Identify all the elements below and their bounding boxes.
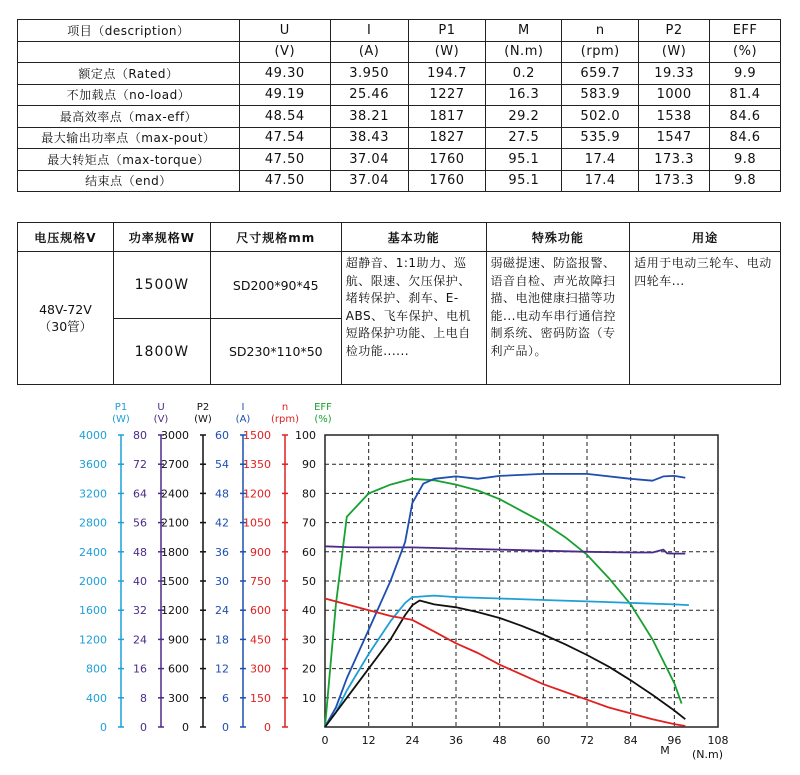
header-cell: 项目（description）: [18, 20, 240, 42]
header-cell: M: [486, 20, 562, 42]
axis-eff-unit: (%): [314, 414, 332, 425]
table-cell: 37.04: [330, 170, 408, 192]
axis-eff-tick-label: 90: [302, 458, 316, 472]
size-cell: SD230*110*50: [210, 319, 341, 385]
axis-p2-tick-label: 600: [168, 662, 189, 676]
axis-u-tick-label: 80: [133, 429, 147, 442]
axis-p1-tick-label: 4000: [79, 429, 107, 442]
axis-p1-tick-label: 2400: [79, 545, 107, 559]
table-cell: 84.6: [710, 106, 781, 128]
table-cell: 19.33: [639, 63, 710, 85]
table-cell: 27.5: [486, 127, 562, 149]
axis-p2-tick-label: 900: [168, 633, 189, 647]
table-cell: 1547: [639, 127, 710, 149]
table-cell: 535.9: [562, 127, 639, 149]
header-cell: I: [330, 20, 408, 42]
x-axis-unit: (N.m): [692, 748, 724, 761]
axis-u-tick-label: 48: [133, 545, 147, 559]
table-cell: 9.8: [710, 149, 781, 171]
axis-p2-title: P2: [196, 402, 210, 413]
x-tick-label: 24: [405, 734, 420, 747]
special-functions-text: 弱磁提速、防盗报警、语音自检、声光故障扫描、电池健康扫描等功能...电动车串行通信控制系统、密码防盗（专利产品）。: [486, 252, 630, 385]
series-n-line: [325, 599, 685, 727]
unit-cell: (A): [330, 41, 408, 63]
table-row: [18, 149, 781, 171]
table-cell: 38.21: [330, 106, 408, 128]
x-tick-label: 12: [361, 734, 376, 747]
spec-header-row: [18, 223, 781, 252]
table-cell: 47.54: [239, 127, 330, 149]
axis-p1-tick-label: 2800: [79, 516, 107, 530]
axis-p2-tick-label: 0: [182, 721, 189, 734]
axis-u-tick-label: 24: [133, 633, 147, 647]
axis-i-tick-label: 42: [215, 516, 229, 530]
axis-n-title: n: [281, 402, 289, 413]
empty-cell: [18, 41, 240, 63]
table-cell: 17.4: [562, 170, 639, 192]
axis-n-tick-label: 1200: [243, 487, 271, 501]
table-cell: 194.7: [408, 63, 486, 85]
table-units-row: [18, 41, 781, 63]
series-i-line: [325, 474, 685, 727]
axis-i-unit: (A): [235, 414, 251, 425]
table-cell: 1227: [408, 84, 486, 106]
table-cell: 81.4: [710, 84, 781, 106]
table-cell: 25.46: [330, 84, 408, 106]
header-special-functions: 特殊功能: [486, 223, 630, 252]
axis-eff-tick-label: 10: [302, 691, 316, 705]
table-cell: 583.9: [562, 84, 639, 106]
header-cell: EFF: [710, 20, 781, 42]
axis-p1-tick-label: 3200: [79, 487, 107, 501]
header-usage: 用途: [630, 223, 781, 252]
spec-row: [18, 252, 781, 319]
axis-eff-tick-label: 70: [302, 516, 316, 530]
axis-u-tick-label: 56: [133, 516, 147, 530]
row-label: 不加载点（no-load）: [18, 84, 240, 106]
axis-n-tick-label: 750: [250, 575, 271, 588]
performance-table: [17, 19, 781, 192]
header-power: 功率规格W: [113, 223, 210, 252]
table-cell: 3.950: [330, 63, 408, 85]
table-cell: 17.4: [562, 149, 639, 171]
unit-cell: (W): [408, 41, 486, 63]
axis-i-tick-label: 6: [222, 691, 229, 705]
spec-table: [17, 222, 781, 385]
voltage-cell: [18, 252, 114, 385]
axis-i-tick-label: 18: [215, 633, 229, 647]
axis-n-tick-label: 300: [250, 662, 271, 676]
header-voltage: 电压规格V: [18, 223, 114, 252]
table-row: [18, 84, 781, 106]
row-label: 最高效率点（max-eff）: [18, 106, 240, 128]
table-row: [18, 127, 781, 149]
axis-u-tick-label: 0: [140, 721, 147, 734]
table-cell: 9.8: [710, 170, 781, 192]
table-cell: 95.1: [486, 170, 562, 192]
axis-n-unit: (rpm): [270, 414, 300, 425]
axis-p2-tick-label: 300: [168, 691, 189, 705]
header-cell: P2: [639, 20, 710, 42]
table-cell: 84.6: [710, 127, 781, 149]
axis-eff-tick-label: 30: [302, 633, 316, 647]
table-cell: 1000: [639, 84, 710, 106]
unit-cell: (rpm): [562, 41, 639, 63]
axis-n-tick-label: 450: [250, 633, 271, 647]
series-p2-line: [325, 601, 685, 728]
table-cell: 48.54: [239, 106, 330, 128]
axis-p2-tick-label: 1200: [161, 604, 189, 618]
unit-cell: (%): [710, 41, 781, 63]
axis-p2-tick-label: 1500: [161, 575, 189, 588]
table-cell: 173.3: [639, 170, 710, 192]
axis-p1-tick-label: 3600: [79, 458, 107, 472]
x-tick-label: 108: [707, 734, 729, 747]
axis-i-tick-label: 30: [215, 575, 229, 588]
axis-u-tick-label: 72: [133, 458, 147, 472]
table-cell: 47.50: [239, 149, 330, 171]
performance-chart: [0, 395, 800, 775]
x-tick-label: 96: [667, 734, 682, 747]
axis-p2-tick-label: 3000: [161, 429, 189, 442]
header-cell: P1: [408, 20, 486, 42]
axis-eff-tick-label: 60: [302, 545, 316, 559]
x-tick-label: 72: [580, 734, 594, 747]
unit-cell: (W): [639, 41, 710, 63]
series-u-line: [325, 546, 685, 553]
x-tick-label: 0: [321, 734, 329, 747]
table-header-row: [18, 20, 781, 42]
axis-p1-tick-label: 1200: [79, 633, 107, 647]
power-cell: 1500W: [113, 252, 210, 319]
axis-p1-title: P1: [114, 402, 128, 413]
axis-i-tick-label: 12: [215, 662, 229, 676]
x-axis-label: M: [660, 744, 670, 757]
voltage-note: （30管）: [38, 318, 93, 334]
axis-eff-tick-label: 20: [302, 662, 316, 676]
axis-p2-unit: (W): [194, 414, 212, 425]
unit-cell: (N.m): [486, 41, 562, 63]
table-row: [18, 63, 781, 85]
table-cell: 1760: [408, 170, 486, 192]
row-label: 最大转矩点（max-torque）: [18, 149, 240, 171]
table-row: [18, 170, 781, 192]
x-tick-label: 60: [536, 734, 551, 747]
table-cell: 29.2: [486, 106, 562, 128]
basic-functions-text: 超静音、1:1助力、巡航、限速、欠压保护、堵转保护、刹车、E-ABS、飞车保护、电机短路保护功能、上电自检功能......: [341, 252, 486, 385]
axis-p1-unit: (W): [112, 414, 130, 425]
axis-i-tick-label: 36: [215, 545, 229, 559]
axis-p2-tick-label: 2700: [161, 458, 189, 472]
axis-p2-tick-label: 2400: [161, 487, 189, 501]
usage-text: 适用于电动三轮车、电动四轮车...: [630, 252, 781, 385]
axis-i-tick-label: 54: [215, 458, 229, 472]
table-cell: 1538: [639, 106, 710, 128]
axis-u-tick-label: 64: [133, 487, 147, 501]
axis-n-tick-label: 900: [250, 545, 271, 559]
size-cell: SD200*90*45: [210, 252, 341, 319]
axis-u-tick-label: 40: [133, 575, 147, 588]
axis-p1-tick-label: 800: [86, 662, 107, 676]
axis-p1-tick-label: 400: [86, 691, 107, 705]
unit-cell: (V): [239, 41, 330, 63]
axis-p1-tick-label: 2000: [79, 575, 107, 588]
x-tick-label: 48: [492, 734, 507, 747]
axis-u-tick-label: 8: [140, 691, 147, 705]
axis-i-tick-label: 60: [215, 429, 229, 442]
row-label: 最大输出功率点（max-pout）: [18, 127, 240, 149]
axis-p2-tick-label: 1800: [161, 545, 189, 559]
table-cell: 9.9: [710, 63, 781, 85]
axis-u-title: U: [157, 402, 165, 413]
axis-i-tick-label: 48: [215, 487, 229, 501]
table-cell: 659.7: [562, 63, 639, 85]
header-cell: U: [239, 20, 330, 42]
axis-p1-tick-label: 1600: [79, 604, 107, 618]
table-row: [18, 106, 781, 128]
axis-n-tick-label: 1050: [243, 516, 271, 530]
header-basic-functions: 基本功能: [341, 223, 486, 252]
table-cell: 0.2: [486, 63, 562, 85]
table-cell: 47.50: [239, 170, 330, 192]
axis-eff-title: EFF: [314, 402, 332, 413]
table-cell: 1827: [408, 127, 486, 149]
header-size: 尺寸规格mm: [210, 223, 341, 252]
axis-eff-tick-label: 50: [302, 575, 316, 588]
power-cell: 1800W: [113, 319, 210, 385]
axis-p2-tick-label: 2100: [161, 516, 189, 530]
row-label: 额定点（Rated）: [18, 63, 240, 85]
table-cell: 1760: [408, 149, 486, 171]
table-cell: 502.0: [562, 106, 639, 128]
series-p1-line: [325, 596, 689, 727]
axis-n-tick-label: 150: [250, 691, 271, 705]
table-cell: 49.19: [239, 84, 330, 106]
table-cell: 173.3: [639, 149, 710, 171]
axis-i-tick-label: 0: [222, 721, 229, 734]
x-tick-label: 84: [623, 734, 638, 747]
table-cell: 16.3: [486, 84, 562, 106]
header-cell: n: [562, 20, 639, 42]
table-cell: 49.30: [239, 63, 330, 85]
axis-eff-tick-label: 40: [302, 604, 316, 618]
x-tick-label: 36: [449, 734, 463, 747]
axis-p1-tick-label: 0: [100, 721, 107, 734]
axis-i-title: I: [241, 402, 245, 413]
axis-u-unit: (V): [153, 414, 169, 425]
row-label: 结束点（end）: [18, 170, 240, 192]
table-cell: 1817: [408, 106, 486, 128]
axis-n-tick-label: 1500: [243, 429, 271, 442]
axis-n-tick-label: 1350: [243, 458, 271, 472]
axis-eff-tick-label: 100: [295, 429, 316, 442]
axis-n-tick-label: 0: [264, 721, 271, 734]
axis-i-tick-label: 24: [215, 604, 229, 618]
table-cell: 95.1: [486, 149, 562, 171]
axis-eff-tick-label: 80: [302, 487, 316, 501]
table-cell: 37.04: [330, 149, 408, 171]
axis-u-tick-label: 32: [133, 604, 147, 618]
axis-n-tick-label: 600: [250, 604, 271, 618]
axis-u-tick-label: 16: [133, 662, 147, 676]
voltage-value: 48V-72V: [39, 301, 92, 317]
table-cell: 38.43: [330, 127, 408, 149]
